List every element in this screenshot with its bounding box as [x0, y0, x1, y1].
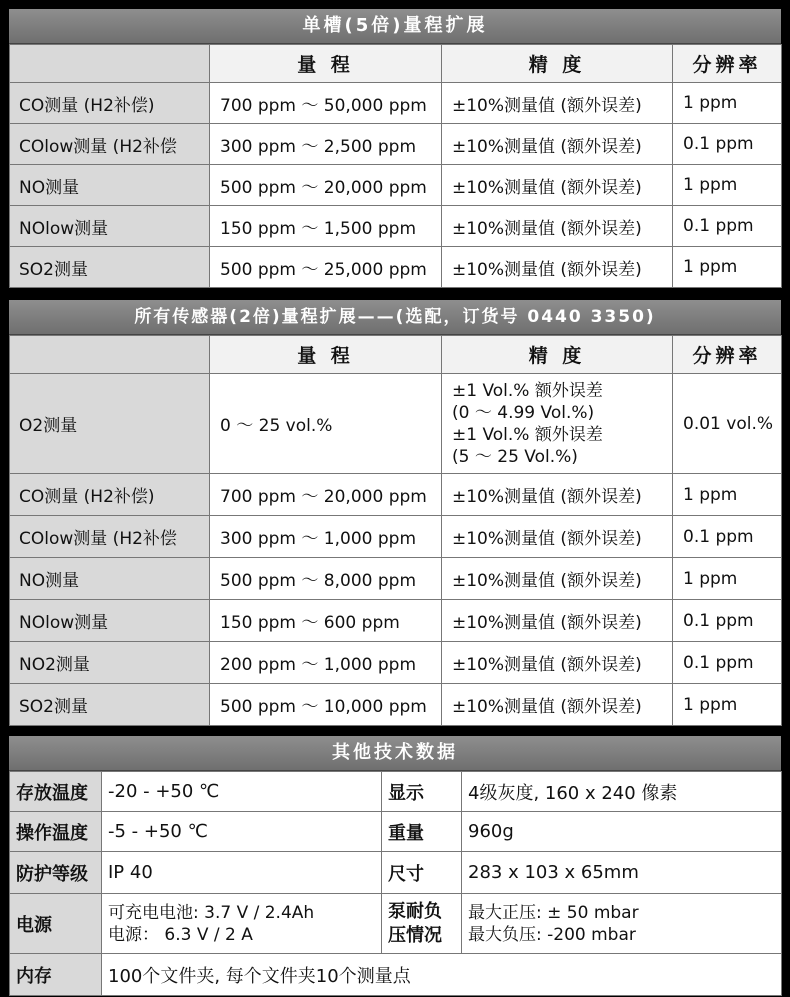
pump-label-line: 压情况	[388, 924, 442, 946]
power-label: 电源	[10, 894, 102, 954]
accuracy-line: ±1 Vol.% 额外误差	[452, 424, 603, 445]
row-accuracy: ±10%测量值 (额外误差)	[442, 684, 673, 726]
row-label: CO测量 (H2补偿)	[10, 83, 210, 124]
storage-temp-label: 存放温度	[10, 772, 102, 812]
row-label: SO2测量	[10, 247, 210, 288]
row-range: 300 ppm ～ 1,000 ppm	[210, 516, 442, 558]
row-range: 300 ppm ～ 2,500 ppm	[210, 124, 442, 165]
display-label: 显示	[382, 772, 462, 812]
row-label: COlow测量 (H2补偿	[10, 124, 210, 165]
table-row-o2	[10, 374, 782, 474]
row-accuracy: ±10%测量值 (额外误差)	[442, 474, 673, 516]
section-all-sensors-range	[9, 300, 781, 726]
row-resolution: 0.01 vol.%	[673, 374, 782, 474]
table-row	[10, 165, 782, 206]
row-resolution: 0.1 ppm	[673, 600, 782, 642]
range-table	[9, 44, 782, 288]
section-title: 所有传感器(2倍)量程扩展——(选配，订货号 0440 3350)	[9, 300, 781, 335]
row-accuracy: ±10%测量值 (额外误差)	[442, 83, 673, 124]
table-row	[10, 206, 782, 247]
table-row	[10, 124, 782, 165]
row-label: COlow测量 (H2补偿	[10, 516, 210, 558]
header-resolution: 分辨率	[673, 45, 782, 83]
row-accuracy: ±10%测量值 (额外误差)	[442, 600, 673, 642]
header-range: 量 程	[210, 45, 442, 83]
spec-row	[10, 954, 782, 996]
range-table	[9, 335, 782, 726]
row-resolution: 1 ppm	[673, 165, 782, 206]
table-row	[10, 684, 782, 726]
spec-table	[9, 771, 782, 996]
row-range: 500 ppm ～ 25,000 ppm	[210, 247, 442, 288]
row-label: SO2测量	[10, 684, 210, 726]
table-row	[10, 600, 782, 642]
row-resolution: 0.1 ppm	[673, 642, 782, 684]
row-label: NO测量	[10, 165, 210, 206]
row-accuracy: ±10%测量值 (额外误差)	[442, 206, 673, 247]
row-resolution: 1 ppm	[673, 83, 782, 124]
row-range: 700 ppm ～ 50,000 ppm	[210, 83, 442, 124]
row-resolution: 1 ppm	[673, 474, 782, 516]
weight-label: 重量	[382, 812, 462, 852]
power-value	[102, 894, 382, 954]
power-line: 可充电电池: 3.7 V / 2.4Ah	[108, 902, 315, 923]
row-label: CO测量 (H2补偿)	[10, 474, 210, 516]
header-accuracy: 精 度	[442, 336, 673, 374]
row-range: 500 ppm ～ 10,000 ppm	[210, 684, 442, 726]
row-range: 700 ppm ～ 20,000 ppm	[210, 474, 442, 516]
row-label: NO测量	[10, 558, 210, 600]
protection-label: 防护等级	[10, 852, 102, 894]
row-resolution: 1 ppm	[673, 247, 782, 288]
row-accuracy	[442, 374, 673, 474]
row-resolution: 0.1 ppm	[673, 516, 782, 558]
header-blank	[10, 336, 210, 374]
size-label: 尺寸	[382, 852, 462, 894]
row-accuracy: ±10%测量值 (额外误差)	[442, 247, 673, 288]
row-accuracy: ±10%测量值 (额外误差)	[442, 642, 673, 684]
row-range: 0 ～ 25 vol.%	[210, 374, 442, 474]
row-label: NOlow测量	[10, 206, 210, 247]
row-label: NO2测量	[10, 642, 210, 684]
row-accuracy: ±10%测量值 (额外误差)	[442, 165, 673, 206]
row-accuracy: ±10%测量值 (额外误差)	[442, 124, 673, 165]
row-range: 500 ppm ～ 8,000 ppm	[210, 558, 442, 600]
header-resolution: 分辨率	[673, 336, 782, 374]
header-accuracy: 精 度	[442, 45, 673, 83]
spec-row	[10, 772, 782, 812]
row-label: NOlow测量	[10, 600, 210, 642]
spec-row	[10, 852, 782, 894]
row-range: 150 ppm ～ 600 ppm	[210, 600, 442, 642]
row-label: O2测量	[10, 374, 210, 474]
pump-value	[462, 894, 782, 954]
section-title: 其他技术数据	[9, 736, 781, 771]
section-title: 单槽(5倍)量程扩展	[9, 9, 781, 44]
pump-label	[382, 894, 462, 954]
table-row	[10, 474, 782, 516]
header-blank	[10, 45, 210, 83]
table-header	[10, 336, 782, 374]
section-single-cell-range	[9, 9, 781, 288]
section-other-specs	[9, 736, 781, 996]
pump-line: 最大正压: ± 50 mbar	[468, 902, 639, 923]
table-row	[10, 247, 782, 288]
memory-label: 内存	[10, 954, 102, 996]
power-line: 电源： 6.3 V / 2 A	[108, 924, 253, 945]
memory-value: 100个文件夹, 每个文件夹10个测量点	[102, 954, 782, 996]
accuracy-line: (5 ～ 25 Vol.%)	[452, 446, 578, 467]
row-resolution: 1 ppm	[673, 558, 782, 600]
row-accuracy: ±10%测量值 (额外误差)	[442, 516, 673, 558]
row-accuracy: ±10%测量值 (额外误差)	[442, 558, 673, 600]
storage-temp-value: -20 - +50 ℃	[102, 772, 382, 812]
row-resolution: 1 ppm	[673, 684, 782, 726]
spec-row	[10, 894, 782, 954]
table-row	[10, 516, 782, 558]
table-row	[10, 642, 782, 684]
size-value: 283 x 103 x 65mm	[462, 852, 782, 894]
table-row	[10, 558, 782, 600]
pump-label-line: 泵耐负	[388, 900, 442, 922]
table-header	[10, 45, 782, 83]
spec-row	[10, 812, 782, 852]
accuracy-line: ±1 Vol.% 额外误差	[452, 380, 603, 401]
accuracy-line: (0 ～ 4.99 Vol.%)	[452, 402, 595, 423]
row-range: 150 ppm ～ 1,500 ppm	[210, 206, 442, 247]
protection-value: IP 40	[102, 852, 382, 894]
table-row	[10, 83, 782, 124]
row-range: 200 ppm ～ 1,000 ppm	[210, 642, 442, 684]
display-value: 4级灰度, 160 x 240 像素	[462, 772, 782, 812]
operating-temp-value: -5 - +50 ℃	[102, 812, 382, 852]
row-resolution: 0.1 ppm	[673, 206, 782, 247]
row-resolution: 0.1 ppm	[673, 124, 782, 165]
row-range: 500 ppm ～ 20,000 ppm	[210, 165, 442, 206]
operating-temp-label: 操作温度	[10, 812, 102, 852]
weight-value: 960g	[462, 812, 782, 852]
pump-line: 最大负压: -200 mbar	[468, 924, 636, 945]
header-range: 量 程	[210, 336, 442, 374]
